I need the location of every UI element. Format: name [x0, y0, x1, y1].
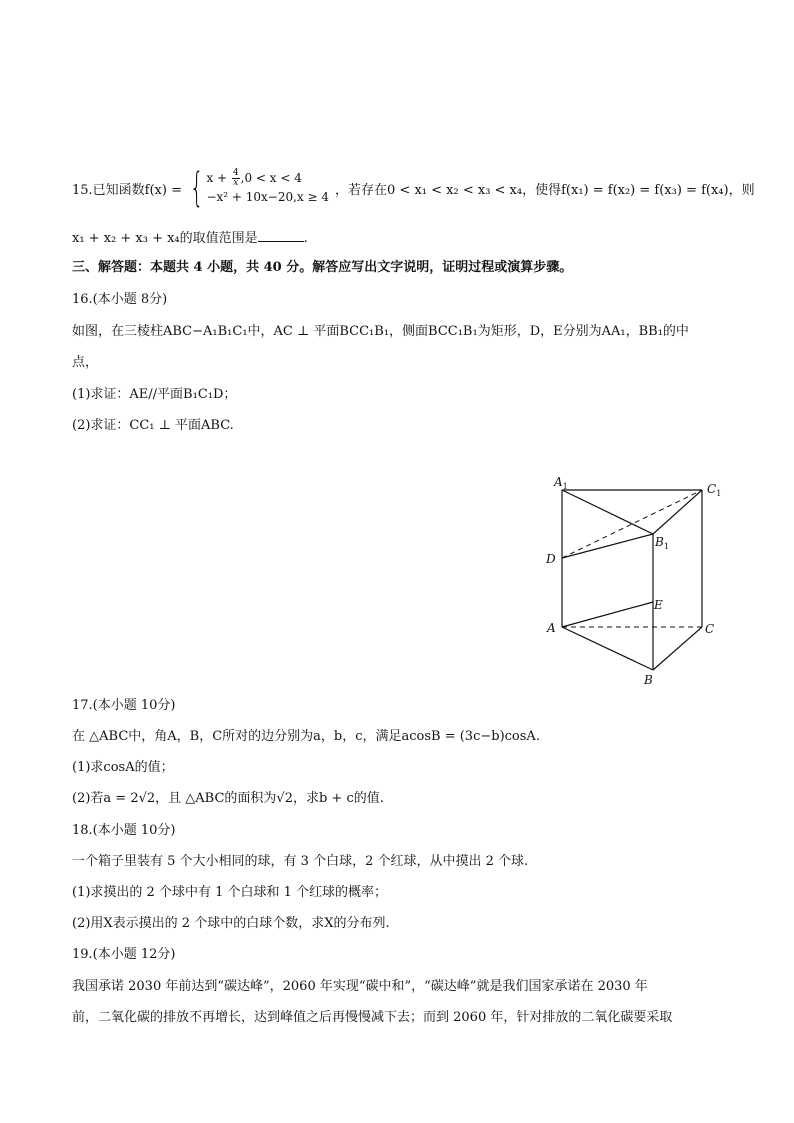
q16-stem-line2: 点，: [72, 355, 99, 370]
piecewise-cases: [206, 169, 329, 207]
q18-part2: (2)用X表示摸出的 2 个球中的白球个数，求X的分布列.: [72, 916, 390, 931]
edge-b-c: [653, 627, 702, 670]
q16-stem-line1: 如图，在三棱柱ABC−A₁B₁C₁中，AC ⊥ 平面BCC₁B₁，侧面BCC₁B₁为矩形，D，E分别为AA₁，BB₁的中: [72, 324, 689, 339]
q17-part2: (2)若a = 2√2，且 △ABC的面积为√2，求b + c的值.: [72, 791, 384, 806]
label-a1: $A_1$: [554, 475, 568, 491]
piecewise-function: [184, 165, 330, 211]
label-c: C: [705, 622, 715, 636]
case-1-domain: ,0 < x < 4: [240, 171, 302, 185]
label-e: E: [654, 598, 663, 612]
fraction-4-over-x: [232, 169, 240, 188]
edge-a-b: [562, 627, 653, 670]
section-3-title: 三、解答题：本题共 4 小题，共 40 分。解答应写出文字说明，证明过程或演算步骤。: [72, 260, 573, 275]
answer-blank[interactable]: [258, 229, 304, 242]
q16-header: 16.(本小题 8分): [72, 292, 168, 307]
q17-stem: 在 △ABC中，角A，B，C所对的边分别为a，b，c，满足acosB = (3c−b)cosA.: [72, 729, 540, 744]
label-a: A: [547, 621, 556, 635]
q17-part1: (1)求cosA的值；: [72, 760, 174, 775]
q19-header: 19.(本小题 12分): [72, 947, 176, 962]
q18-stem: 一个箱子里装有 5 个大小相同的球，有 3 个白球，2 个红球，从中摸出 2 个球.: [72, 854, 529, 869]
label-b1: $B_1$: [655, 535, 669, 551]
label-d: D: [546, 552, 556, 566]
prism-figure: [540, 470, 740, 694]
edge-b1-c1: [653, 490, 702, 534]
left-brace: {: [189, 165, 204, 211]
q15-line2: [72, 229, 308, 248]
label-c1: $C_1$: [707, 482, 722, 498]
q16-part1: (1)求证：AE//平面B₁C₁D；: [72, 387, 237, 402]
q19-line2: 前，二氧化碳的排放不再增长，达到峰值之后再慢慢减下去；而到 2060 年，针对排放的二氧化碳要采取: [72, 1010, 673, 1025]
prism-diagram: [540, 470, 740, 690]
segment-a-e: [562, 602, 653, 627]
question-15: [72, 164, 755, 212]
q15-sum-text: x₁ + x₂ + x₃ + x₄的取值范围是: [72, 231, 258, 246]
edge-a1-b1: [562, 490, 653, 534]
q18-header: 18.(本小题 10分): [72, 823, 176, 838]
q15-period: .: [303, 231, 308, 246]
q15-suffix: ，若存在0 < x₁ < x₂ < x₃ < x₄，使得f(x₁) = f(x₂) = f(x₃) = f(x₄)，则: [335, 182, 755, 198]
q18-part1: (1)求摸出的 2 个球中有 1 个白球和 1 个红球的概率；: [72, 885, 388, 900]
fraction-numerator: 4: [232, 168, 239, 178]
q19-line1: 我国承诺 2030 年前达到“碳达峰”，2060 年实现“碳中和”，“碳达峰”就是我们国家承诺在 2030 年: [72, 979, 648, 994]
segment-d-b1: [562, 534, 653, 558]
q16-part2: (2)求证：CC₁ ⊥ 平面ABC.: [72, 418, 234, 433]
label-b: B: [644, 673, 653, 687]
fraction-denominator: x: [233, 178, 239, 188]
q17-header: 17.(本小题 10分): [72, 698, 176, 713]
case-2: −x² + 10x−20,x ≥ 4: [206, 190, 330, 204]
q15-prefix: 15.已知函数f(x) =: [72, 182, 182, 198]
case-1-term: x +: [206, 171, 228, 185]
case-1: [206, 169, 329, 188]
